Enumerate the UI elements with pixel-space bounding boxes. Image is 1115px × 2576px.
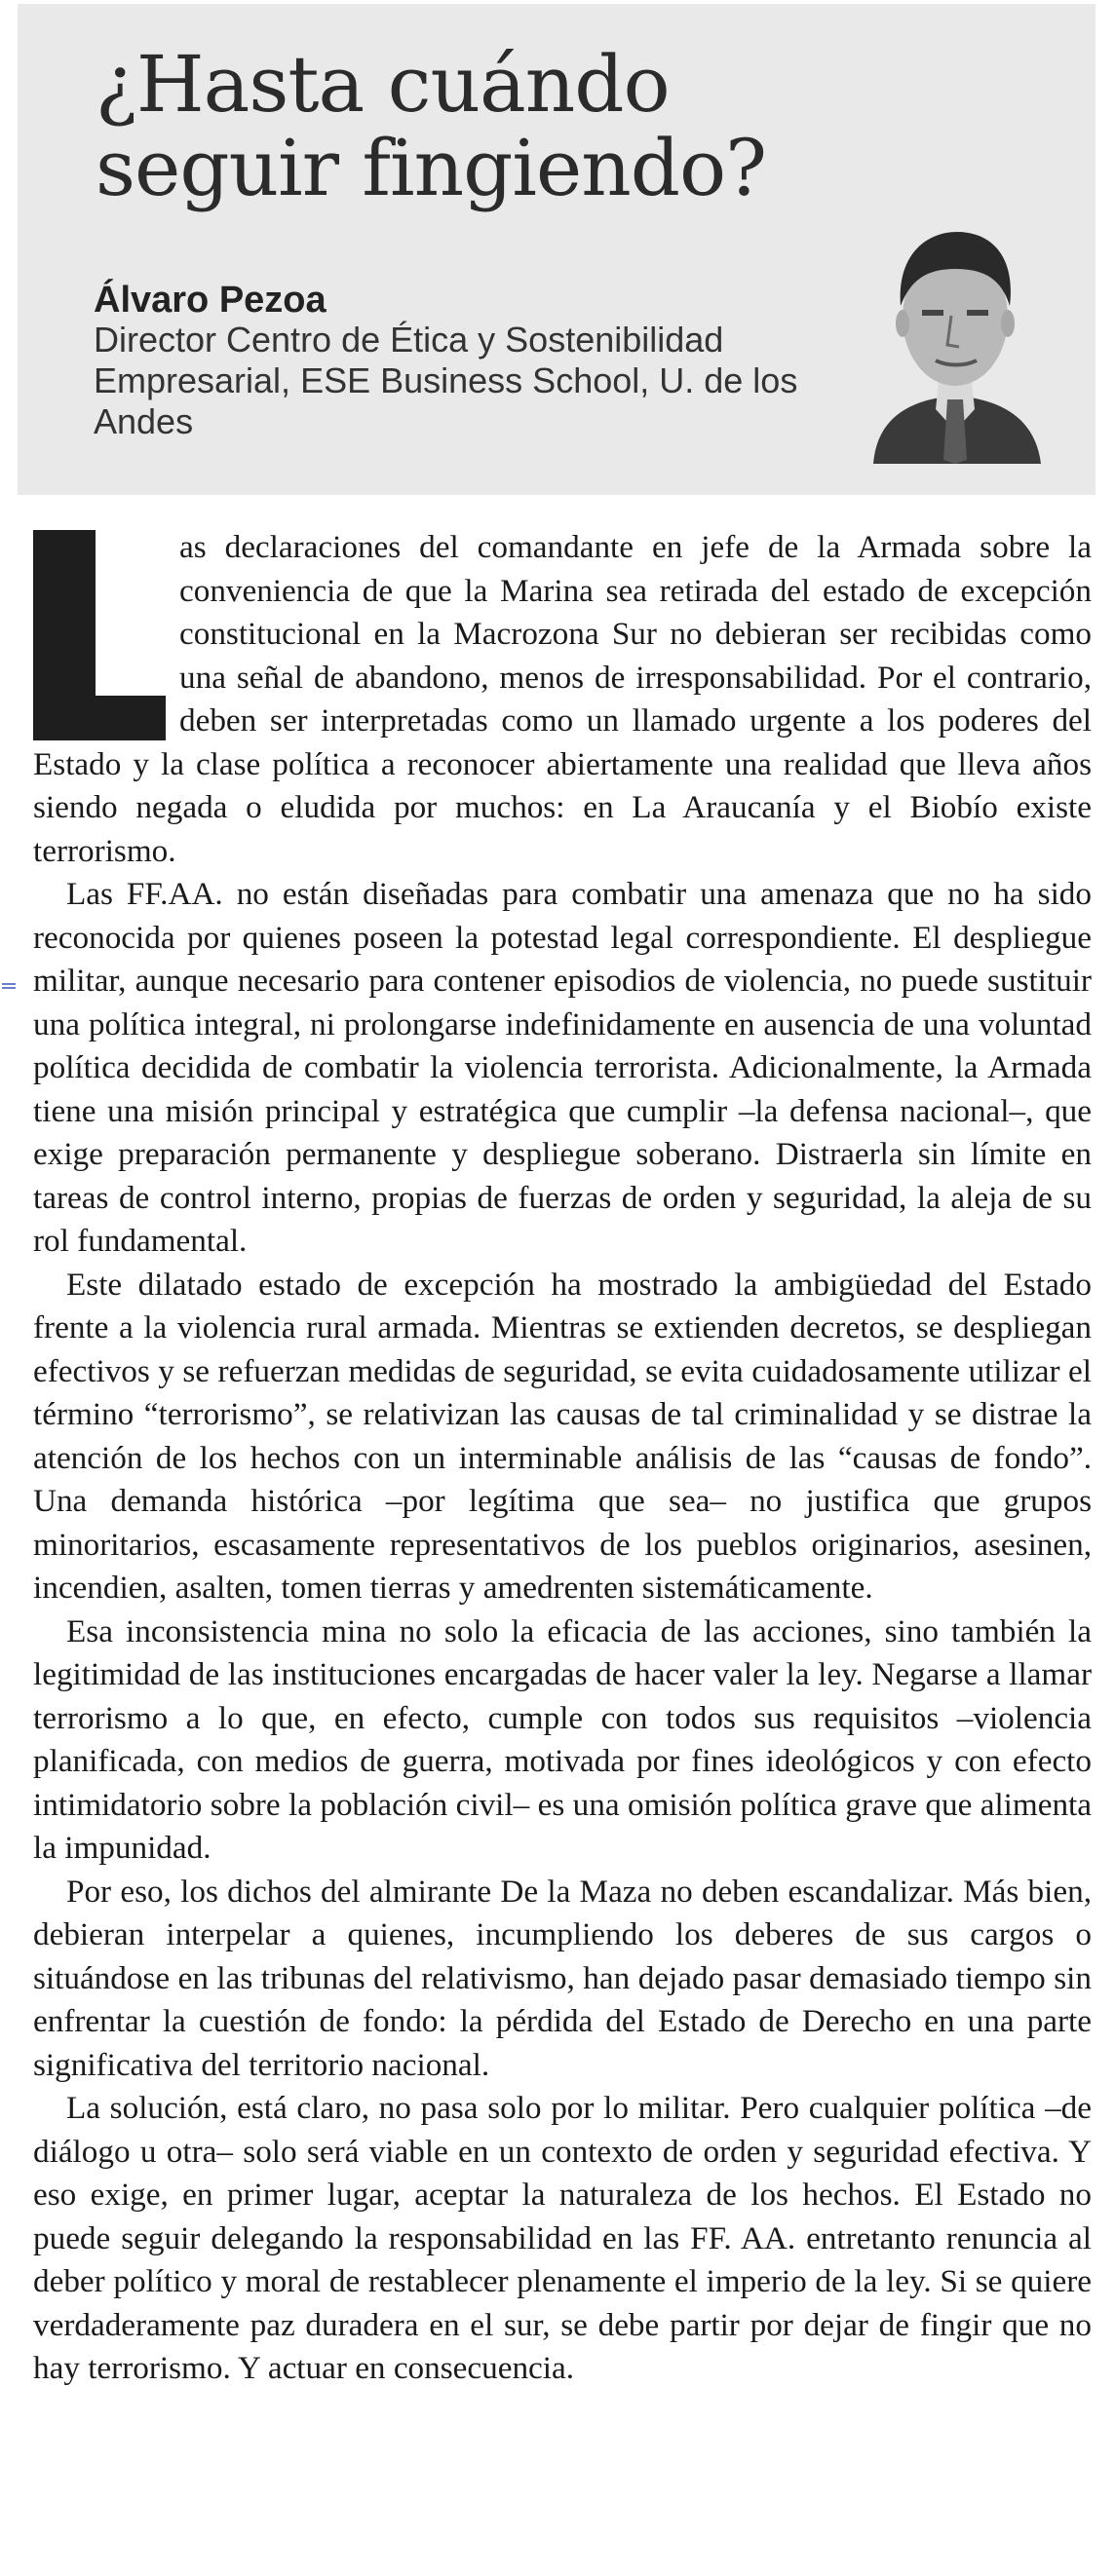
paragraph-6: La solución, está claro, no pasa solo por lo militar. Pero cualquier política –de diálogo u otra– solo será viable en un contexto de orden y seguridad efectiva. Y eso exige, en primer lugar, aceptar la naturaleza de los hechos. El Estado no puede seguir delegando la responsabilidad en las FF. AA. entretanto renuncia al deber político y moral de restablecer plenamente el imperio de la ley. Si se quiere verdaderamente paz duradera en el sur, se debe partir por dejar de fingir que no hay terrorismo. Y actuar en consecuencia. <box>33 2090 1092 2386</box>
margin-mark-icon <box>2 983 16 993</box>
article-title: ¿Hasta cuándo seguir fingiendo? <box>96 39 767 213</box>
article-body <box>33 526 1092 2391</box>
drop-cap <box>33 530 170 740</box>
paragraph-5: Por eso, los dichos del almirante De la Maza no deben escandalizar. Más bien, debieran interpelar a quienes, incumpliendo los deberes de sus cargos o situándose en las tribunas del relativismo, han dejado pasar demasiado tiempo sin enfrentar la cuestión de fondo: la pérdida del Estado de Derecho en una parte significativa del territorio nacional. <box>33 1873 1092 2083</box>
paragraph-4: Esa inconsistencia mina no solo la eficacia de las acciones, sino también la legitimidad de las instituciones encargadas de hacer valer la ley. Negarse a llamar terrorismo a lo que, en efecto, cumple con todos sus requisitos –violencia planificada, con medios de guerra, motivada por fines ideológicos y con efecto intimidatorio sobre la población civil– es una omisión política grave que alimenta la impunidad. <box>33 1612 1092 1866</box>
author-role: Director Centro de Ética y Sostenibilidad Empresarial, ESE Business School, U. de los Andes <box>94 320 798 441</box>
author-portrait-icon <box>854 208 1058 464</box>
paragraph-2: Las FF.AA. no están diseñadas para combatir una amenaza que no ha sido reconocida por quienes poseen la potestad legal correspondiente. El despliegue militar, aunque necesario para contener episodios de violencia, no puede sustituir una política integral, ni prolongarse indefinidamente en ausencia de una voluntad política decidida de combatir la violencia terrorista. Adicionalmente, la Armada tiene una misión principal y estratégica que cumplir –la defensa nacional–, que exige preparación permanente y despliegue soberano. Distraerla sin límite en tareas de control interno, propias de fuerzas de orden y seguridad, la aleja de su rol fundamental. <box>33 876 1092 1259</box>
paragraph-1-text: as declaraciones del comandante en jefe de la Armada sobre la conveniencia de que la Marina sea retirada del estado de excepción constitucional en la Macrozona Sur no debieran ser recibidas como una señal de abandono, menos de irresponsabilidad. Por el contrario, deben ser interpretadas como un llamado urgente a los poderes del Estado y la clase política a reconocer abiertamente una realidad que lleva años siendo negada o eludida por muchos: en La Araucanía y el Biobío existe terrorismo. <box>33 529 1092 869</box>
paragraph-1 <box>33 526 1092 873</box>
article-header <box>18 4 1096 495</box>
paragraph-3: Este dilatado estado de excepción ha mostrado la ambigüedad del Estado frente a la violencia rural armada. Mientras se extienden decretos, se despliegan efectivos y se refuerzan medidas de seguridad, se evita cuidadosamente utilizar el término “terrorismo”, se relativizan las causas de tal criminalidad y se distrae la atención de los hechos con un interminable análisis de las “causas de fondo”. Una demanda histórica –por legítima que sea– no justifica que grupos minoritarios, escasamente representativos de los pueblos originarios, asesinen, incendien, asalten, tomen tierras y amedrenten sistemáticamente. <box>33 1266 1092 1606</box>
author-name: Álvaro Pezoa <box>94 280 327 321</box>
